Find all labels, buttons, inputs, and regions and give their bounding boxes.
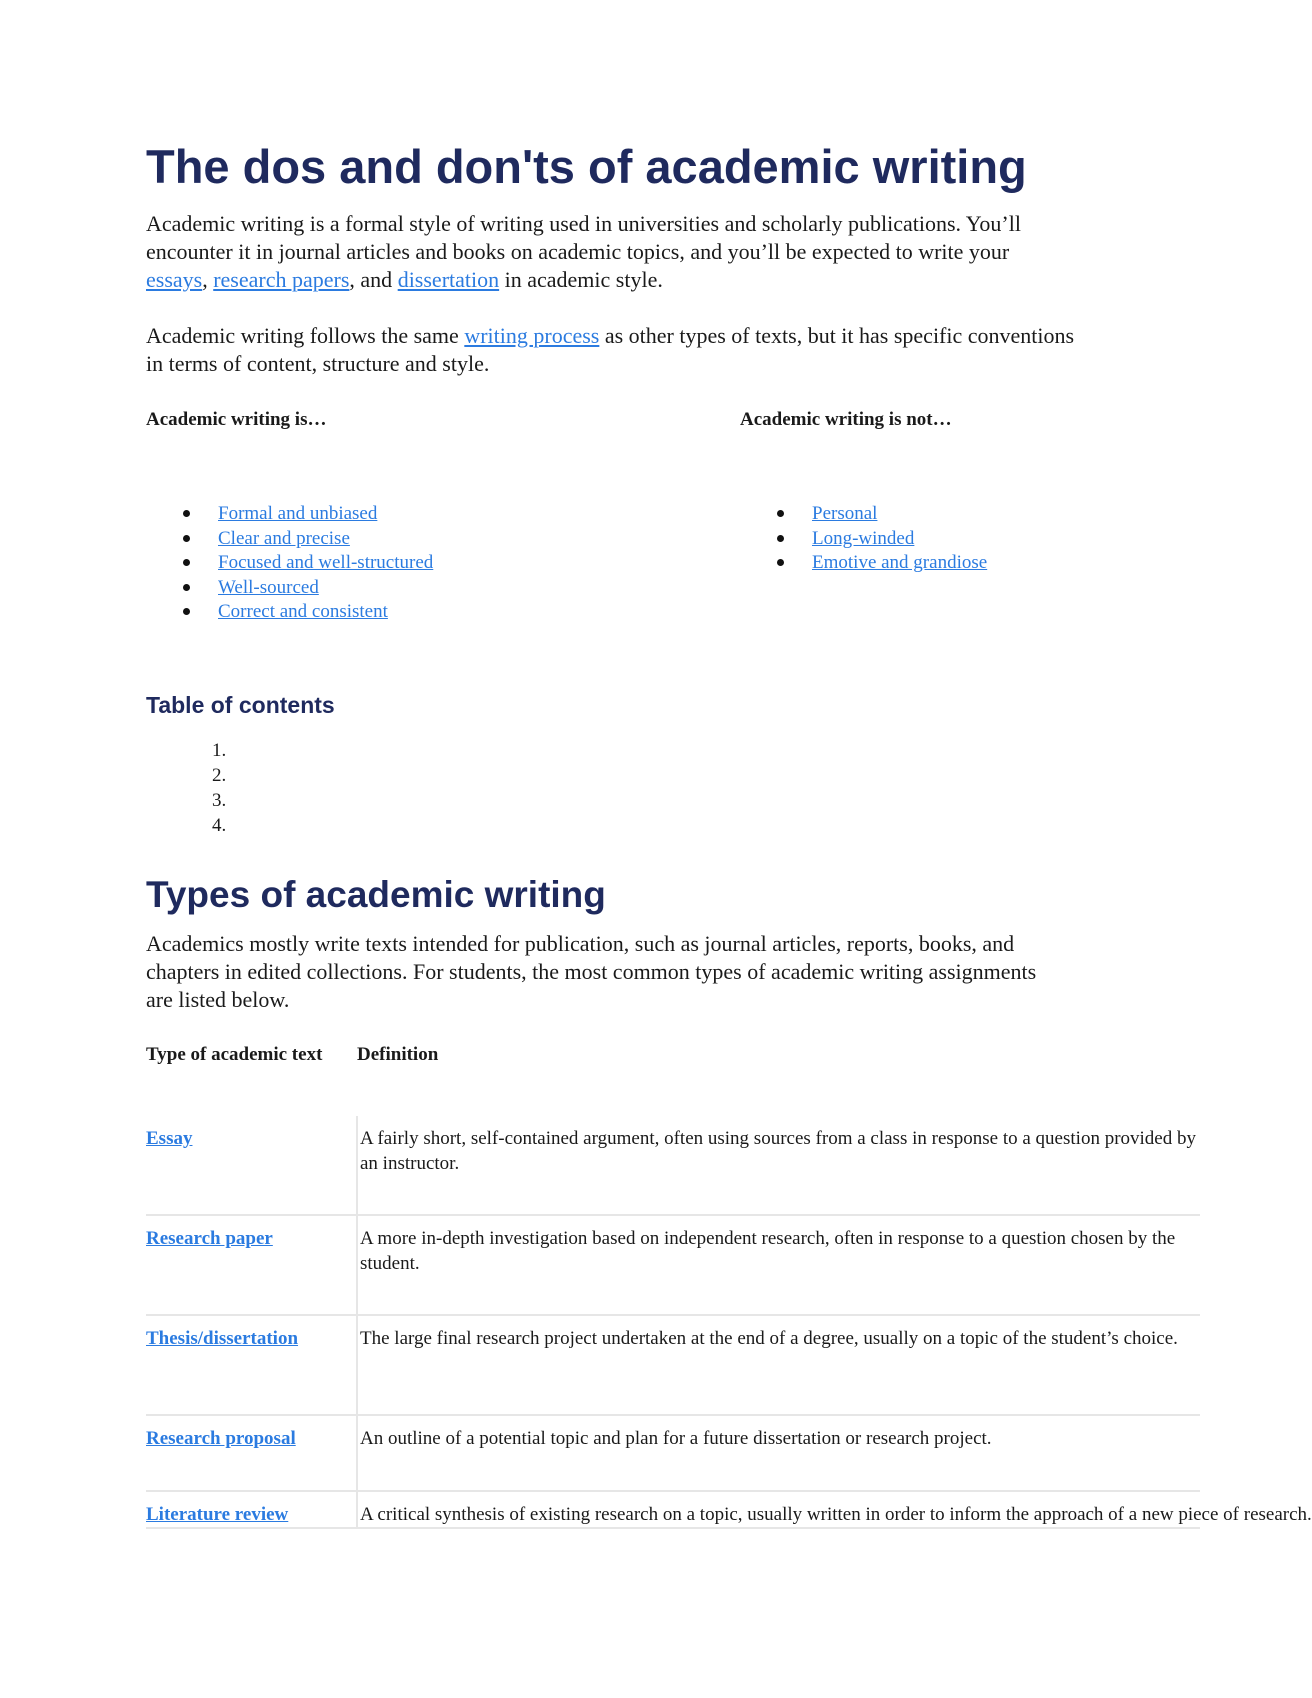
thesis-dissertation-link[interactable]: Thesis/dissertation	[146, 1328, 299, 1350]
toc-list	[146, 738, 1200, 838]
list-item	[740, 551, 987, 576]
table-row	[146, 1415, 1200, 1491]
table-row	[146, 1315, 1200, 1415]
intro-paragraph-1	[146, 210, 1076, 294]
is-column	[146, 408, 433, 625]
definition-cell	[357, 1315, 1200, 1415]
definition-cell	[357, 1491, 1312, 1528]
table-row	[146, 1116, 1200, 1215]
research-papers-link[interactable]: research papers	[213, 267, 350, 293]
intro-text: ,	[202, 267, 214, 293]
list-item	[146, 502, 433, 527]
intro-text: Academic writing follows the same	[146, 323, 465, 349]
clear-precise-link[interactable]: Clear and precise	[218, 527, 350, 549]
table-of-contents	[146, 692, 1200, 838]
page-title: The dos and don'ts of academic writing	[146, 140, 1027, 193]
well-sourced-link[interactable]: Well-sourced	[218, 576, 319, 598]
type-cell	[146, 1315, 357, 1415]
is-not-column	[740, 408, 987, 576]
bullet-icon	[183, 559, 190, 566]
research-paper-link[interactable]: Research paper	[146, 1228, 273, 1250]
intro-text: as other types of texts, but it has specific conventions in terms of content, structure and style.	[146, 323, 1075, 377]
definition-cell	[357, 1215, 1200, 1315]
definition-text: A more in-depth investigation based on independent research, often in response to a question chosen by the student.	[360, 1228, 1176, 1275]
table-row	[146, 1215, 1200, 1315]
list-item	[740, 527, 987, 552]
is-not-list	[740, 502, 987, 576]
list-item	[146, 600, 433, 625]
column-header-type: Type of academic text	[146, 1044, 323, 1066]
is-list	[146, 502, 433, 625]
toc-item: 3.	[212, 789, 227, 811]
type-cell	[146, 1215, 357, 1315]
intro-paragraph-2	[146, 322, 1076, 378]
toc-heading: Table of contents	[146, 692, 335, 719]
type-cell	[146, 1116, 357, 1215]
bullet-icon	[183, 510, 190, 517]
definition-text: An outline of a potential topic and plan for a future dissertation or research project.	[360, 1428, 992, 1450]
bullet-icon	[777, 510, 784, 517]
emotive-grandiose-link[interactable]: Emotive and grandiose	[812, 552, 988, 574]
definition-text: A critical synthesis of existing research on a topic, usually written in order to inform the approach of a new piece of research.	[360, 1504, 1312, 1526]
is-not-column-title: Academic writing is not…	[740, 409, 952, 431]
is-column-title: Academic writing is…	[146, 409, 327, 431]
bullet-icon	[183, 608, 190, 615]
correct-consistent-link[interactable]: Correct and consistent	[218, 601, 388, 623]
long-winded-link[interactable]: Long-winded	[812, 527, 915, 549]
bullet-icon	[183, 584, 190, 591]
definition-cell	[357, 1415, 1200, 1491]
column-header-definition: Definition	[357, 1044, 439, 1066]
types-section	[146, 873, 1312, 1530]
type-cell	[146, 1415, 357, 1491]
types-heading: Types of academic writing	[146, 873, 606, 915]
bullet-icon	[777, 559, 784, 566]
list-item	[740, 502, 987, 527]
intro-text: , and	[349, 267, 398, 293]
toc-item: 4.	[212, 814, 227, 836]
document-content	[146, 140, 1312, 1529]
intro-text: in academic style.	[499, 267, 663, 293]
list-item	[146, 527, 433, 552]
research-proposal-link[interactable]: Research proposal	[146, 1428, 296, 1450]
list-item	[146, 551, 433, 576]
formal-unbiased-link[interactable]: Formal and unbiased	[218, 503, 378, 525]
table-row	[146, 1491, 1200, 1528]
bullet-icon	[777, 535, 784, 542]
toc-item: 2.	[212, 764, 227, 786]
list-item	[146, 576, 433, 601]
intro-text: Academic writing is a formal style of writing used in universities and scholarly publications. You’ll encounter it in journal articles and books on academic topics, and you’ll be expected to write your	[146, 211, 1021, 265]
types-paragraph: Academics mostly write texts intended for publication, such as journal articles, reports, books, and chapters in edited collections. For students, the most common types of academic writing assignments are listed below.	[146, 931, 1037, 1013]
definition-text: A fairly short, self-contained argument, often using sources from a class in response to a question provided by an instructor.	[360, 1128, 1196, 1175]
essay-link[interactable]: Essay	[146, 1128, 193, 1150]
personal-link[interactable]: Personal	[812, 503, 878, 525]
dissertation-link[interactable]: dissertation	[397, 267, 500, 293]
comparison-columns	[146, 408, 1200, 638]
bullet-icon	[183, 535, 190, 542]
literature-review-link[interactable]: Literature review	[146, 1504, 289, 1526]
essays-link[interactable]: essays	[146, 267, 203, 293]
focused-structured-link[interactable]: Focused and well-structured	[218, 552, 434, 574]
table-header-row	[146, 1044, 1200, 1116]
type-cell	[146, 1491, 357, 1528]
definition-text: The large final research project undertaken at the end of a degree, usually on a topic of the student’s choice.	[360, 1328, 1178, 1350]
types-table	[146, 1044, 1312, 1529]
definition-cell	[357, 1116, 1200, 1215]
toc-item: 1.	[212, 739, 227, 761]
writing-process-link[interactable]: writing process	[464, 323, 600, 349]
